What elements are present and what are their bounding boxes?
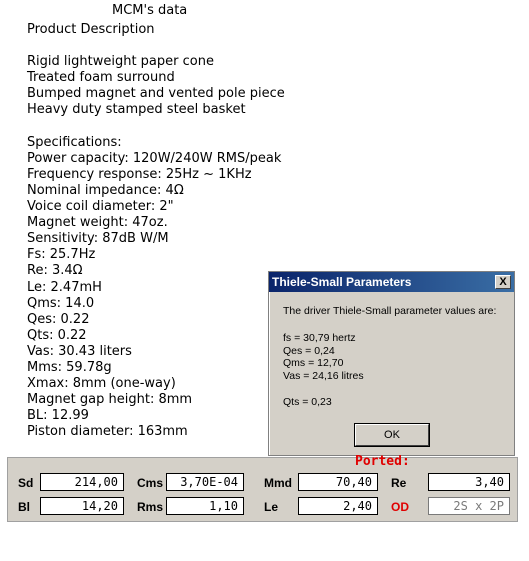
text-line: Bumped magnet and vented pole piece — [27, 86, 285, 102]
sd-label: Sd — [18, 476, 34, 490]
text-line: Magnet weight: 47oz. — [27, 215, 168, 231]
rms-field[interactable]: 1,10 — [166, 497, 244, 515]
text-line: Treated foam surround — [27, 70, 175, 86]
sd-field[interactable]: 214,00 — [40, 473, 124, 491]
rms-label: Rms — [137, 500, 164, 514]
cms-field[interactable]: 3,70E-04 — [166, 473, 244, 491]
re-field[interactable]: 3,40 — [428, 473, 510, 491]
mmd-label: Mmd — [264, 476, 292, 490]
od-field[interactable]: 2S x 2P — [428, 497, 510, 515]
text-line: Voice coil diameter: 2" — [27, 199, 174, 215]
re-label: Re — [391, 476, 407, 490]
text-line: Qes: 0.22 — [27, 311, 90, 327]
ported-label: Ported: — [355, 454, 410, 469]
le-field[interactable]: 2,40 — [298, 497, 378, 515]
param-fs: fs = 30,79 hertz — [283, 332, 356, 344]
le-label: Le — [264, 500, 279, 514]
text-line: Fs: 25.7Hz — [27, 247, 96, 263]
param-qts: Qts = 0,23 — [283, 395, 332, 408]
text-line: BL: 12.99 — [27, 408, 89, 424]
ok-button[interactable]: OK — [355, 424, 429, 446]
product-text — [27, 22, 285, 440]
text-line: Rigid lightweight paper cone — [27, 54, 214, 70]
mmd-field[interactable]: 70,40 — [298, 473, 378, 491]
text-line: Qms: 14.0 — [27, 295, 95, 311]
text-line: Nominal impedance: 4Ω — [27, 182, 184, 198]
param-qes: Qes = 0,24 — [283, 344, 335, 357]
close-icon[interactable]: X — [495, 275, 511, 289]
text-line: Re: 3.4Ω — [27, 263, 83, 279]
text-line: Frequency response: 25Hz ~ 1KHz — [27, 166, 252, 182]
text-line: Heavy duty stamped steel basket — [27, 102, 246, 118]
thiele-small-dialog — [268, 271, 515, 456]
text-line: Piston diameter: 163mm — [27, 424, 188, 440]
text-line: Xmax: 8mm (one-way) — [27, 376, 176, 392]
bl-label: Bl — [18, 500, 30, 514]
text-line: Vas: 30.43 liters — [27, 343, 132, 359]
od-label: OD — [391, 500, 409, 514]
text-line: Magnet gap height: 8mm — [27, 392, 193, 408]
text-line: Mms: 59.78g — [27, 359, 112, 375]
text-line — [27, 38, 285, 54]
dialog-intro: The driver Thiele-Small parameter values are: — [283, 305, 497, 317]
text-line: Specifications: — [27, 134, 122, 150]
bl-field[interactable]: 14,20 — [40, 497, 124, 515]
document-title: MCM's data — [112, 3, 188, 18]
dialog-title: Thiele-Small Parameters — [272, 275, 412, 289]
param-vas: Vas = 24,16 litres — [283, 370, 364, 383]
text-line: Product Description — [27, 22, 155, 37]
text-line: Power capacity: 120W/240W RMS/peak — [27, 150, 282, 166]
text-line — [27, 119, 285, 135]
text-line: Qts: 0.22 — [27, 327, 87, 343]
text-line: Le: 2.47mH — [27, 279, 102, 295]
dialog-titlebar[interactable] — [269, 272, 514, 292]
cms-label: Cms — [137, 476, 164, 490]
text-line: Sensitivity: 87dB W/M — [27, 231, 169, 247]
param-qms: Qms = 12,70 — [283, 357, 344, 370]
